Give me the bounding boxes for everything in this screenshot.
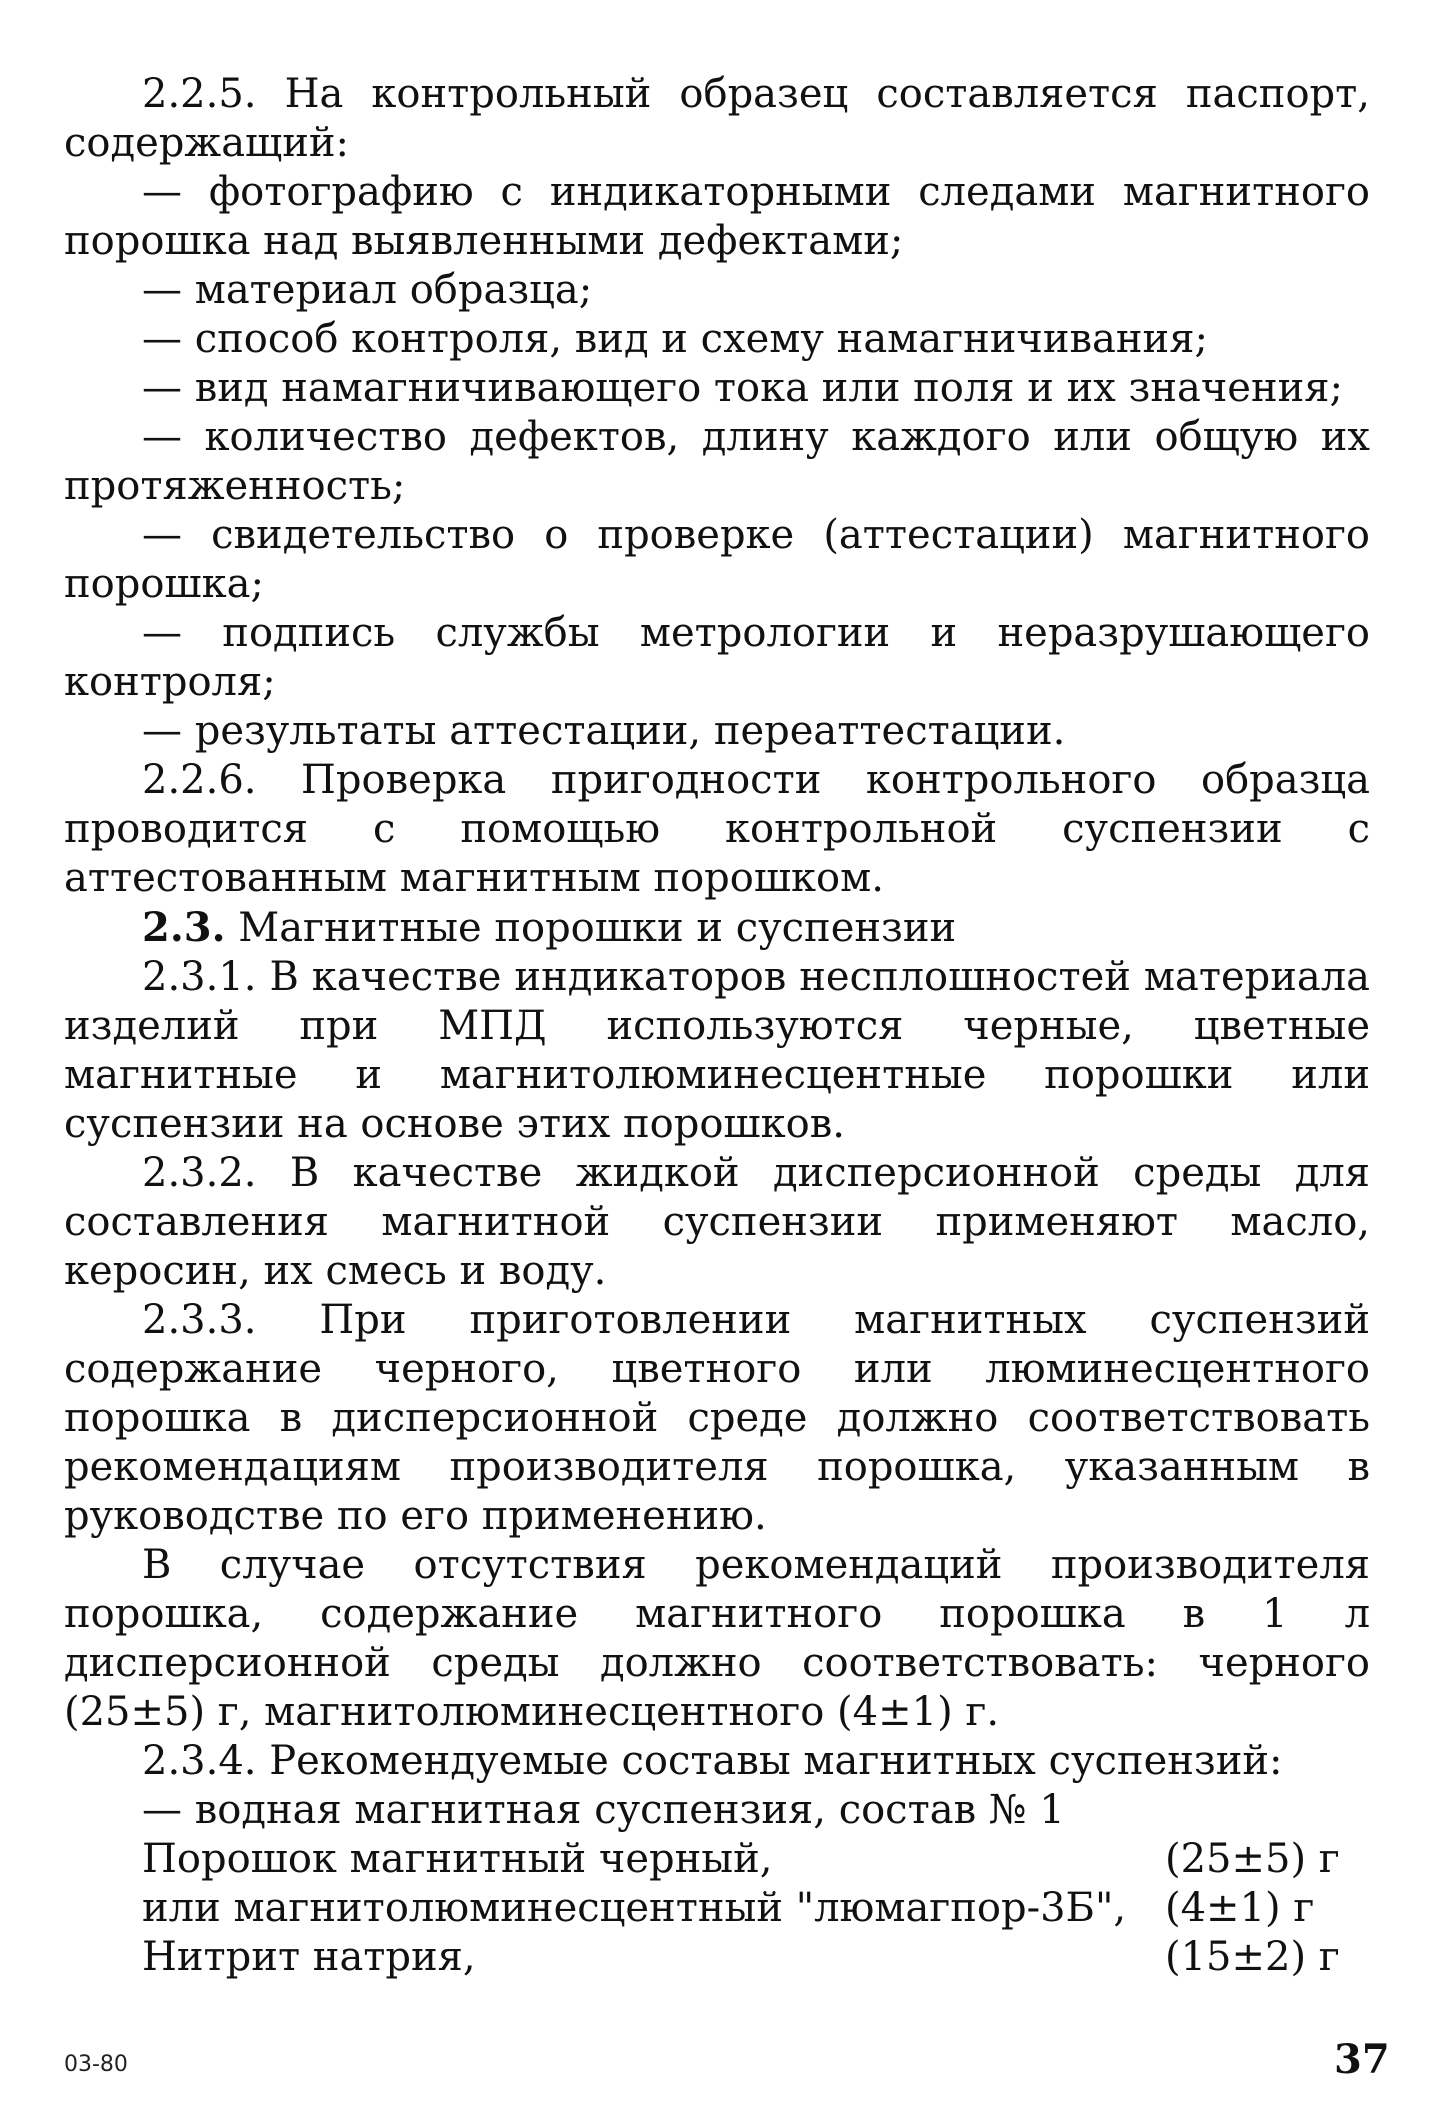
section-number: 2.3. — [142, 904, 226, 951]
footer-code: 03-80 — [64, 2052, 128, 2077]
paragraph-2-3-2: 2.3.2. В качестве жидкой дисперсионной среды для составления магнитной суспензии применяют масло, керосин, их смесь и воду. — [64, 1150, 1370, 1294]
list-item: — фотографию с индикаторными следами магнитного порошка над выявленными дефектами; — [64, 169, 1370, 264]
document-page — [64, 70, 1370, 1982]
composition-row — [64, 1884, 1370, 1933]
paragraph-2-3-4: 2.3.4. Рекомендуемые составы магнитных суспензий: — [142, 1738, 1283, 1784]
component-name: Нитрит натрия, — [142, 1934, 476, 1980]
component-name: Порошок магнитный черный, — [142, 1836, 773, 1882]
paragraph-2-2-6: 2.2.6. Проверка пригодности контрольного образца проводится с помощью контрольной суспензии с аттестованным магнитным порошком. — [64, 757, 1370, 901]
page-number: 37 — [1334, 2036, 1390, 2083]
list-item: — подпись службы метрологии и неразрушающего контроля; — [64, 610, 1370, 705]
composition-row — [64, 1835, 1370, 1884]
list-item: — свидетельство о проверке (аттестации) магнитного порошка; — [64, 512, 1370, 607]
list-item: — результаты аттестации, переаттестации. — [142, 708, 1066, 754]
component-amount: (15±2) г — [1165, 1934, 1340, 1980]
list-item: — водная магнитная суспензия, состав № 1 — [142, 1787, 1065, 1833]
list-item: — материал образца; — [142, 267, 593, 313]
paragraph-2-2-5: 2.2.5. На контрольный образец составляется паспорт, содержащий: — [64, 71, 1370, 166]
paragraph-recommendation: В случае отсутствия рекомендаций производителя порошка, содержание магнитного порошка в 1 л дисперсионной среды должно соответствовать: черного (25±5) г, магнитолюминесцентного (4±1) г. — [64, 1542, 1370, 1735]
composition-row — [64, 1933, 1370, 1982]
list-item: — способ контроля, вид и схему намагничивания; — [142, 316, 1208, 362]
list-item: — вид намагничивающего тока или поля и их значения; — [142, 365, 1343, 411]
list-item: — количество дефектов, длину каждого или общую их протяженность; — [64, 414, 1370, 509]
section-heading — [64, 903, 1370, 953]
paragraph-2-3-1: 2.3.1. В качестве индикаторов несплошностей материала изделий при МПД используются черные, цветные магнитные и магнитолюминесцентные порошки или суспензии на основе этих порошков. — [64, 954, 1370, 1147]
section-title: Магнитные порошки и суспензии — [238, 905, 957, 951]
component-name: или магнитолюминесцентный "люмагпор-3Б", — [142, 1885, 1127, 1931]
component-amount: (4±1) г — [1165, 1885, 1315, 1931]
paragraph-2-3-3: 2.3.3. При приготовлении магнитных суспензий содержание черного, цветного или люминесцентного порошка в дисперсионной среде должно соответствовать рекомендациям производителя порошка, указанным в руководстве по его применению. — [64, 1297, 1370, 1539]
component-amount: (25±5) г — [1165, 1836, 1340, 1882]
